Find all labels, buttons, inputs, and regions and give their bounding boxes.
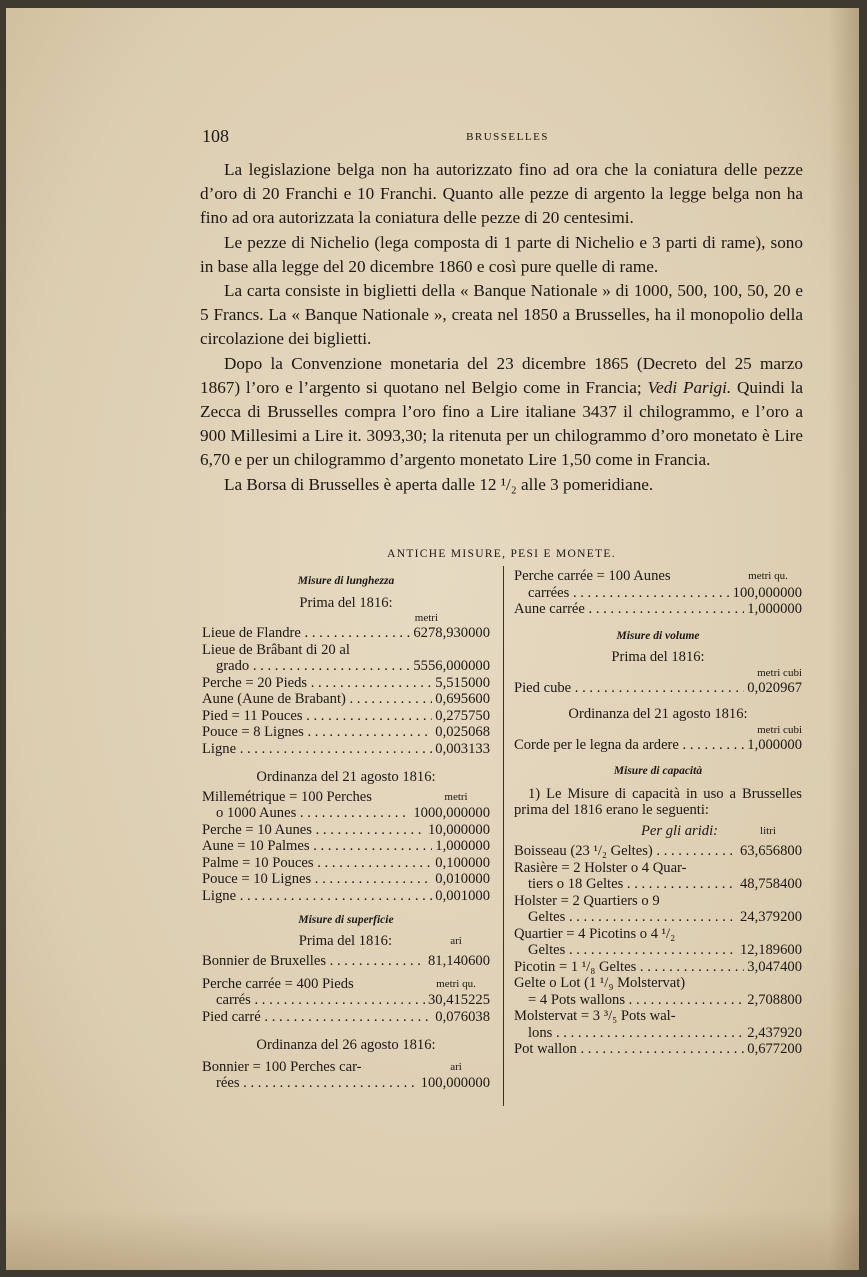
left-column [202,568,490,1092]
measure-label: Aune = 10 Palmes . . . [202,838,432,855]
measure-value: 0,100000 [435,854,490,871]
measure-label: Pied carré . . . [202,1009,432,1026]
measure-label: Perche = 20 Pieds . . . [202,675,432,692]
body-text [200,158,803,497]
unit-label-metri-qu: metri qu. [436,977,476,990]
table-row [514,942,802,959]
column-divider [503,566,504,1106]
measure-label: Aune (Aune de Brabant) . . . [202,691,432,708]
measure-value: 2,437920 [747,1024,802,1041]
measure-label: Ligne . . . [202,888,432,905]
table-row [514,1025,802,1042]
subhead-prima-1816: Prima del 1816: [299,594,393,611]
measure-value: 0,003133 [435,740,490,757]
millemetrique-head [202,789,490,806]
measure-label: o 1000 Aunes . . . [216,805,410,822]
convention-text-a: Dopo la Convenzione monetaria del 23 dicembre 1865 (Decreto del 25 marzo 1867) l’oro e l’argento si quotano nel Belgio come in Francia; [200,353,803,397]
table-row [202,1009,490,1026]
measure-label: Lieue de Flandre . . . [202,625,410,642]
paragraph-nickel-coins: Le pezze di Nichelio (lega composta di 1 parte di Nichelio e 3 parti di rame), sono in base alla legge del 20 dicembre 1860 e così pure quelle di rame. [200,232,803,276]
table-row [202,675,490,692]
perche-carree-aunes-head [514,568,802,585]
measure-value: 100,000000 [732,584,802,601]
table-row [202,992,490,1009]
capacita-note: 1) Le Misure di capacità in uso a Brusselles prima del 1816 erano le seguenti: [514,785,802,818]
table-title: ANTICHE MISURE, PESI E MONETE. [387,548,616,560]
measure-label-start: Perche carrée = 400 Pieds [202,975,354,992]
measure-label: carrés . . . [216,992,425,1009]
paragraph-gold-coinage: La legislazione belga non ha autorizzato fino ad ora che la coniatura delle pezze d’oro di 20 Franchi e 10 Franchi. Quanto alle pezze di argento la legge belga non ha fino ad ora autorizzata la coniatura delle pezze di 20 centesimi. [200,160,803,228]
paragraph-banknotes: La carta consiste in biglietti della « Banque Nationale » di 1000, 500, 100, 50, 20 e 5 Francs. La « Banque Nationale », creata nel 1850 a Brusselles, ha il monopolio della circolazione dei biglietti. [200,281,803,349]
measure-label: = 4 Pots wallons . . . [528,992,744,1009]
measure-label: lons . . . [528,1025,744,1042]
section-head-volume: Misure di volume [616,629,700,642]
unit-label-ari: ari [450,1060,462,1073]
measure-label-start: Perche carrée = 100 Aunes [514,568,671,584]
table-row [202,741,490,758]
unit-label-metri-cubi: metri cubi [757,666,802,679]
per-gli-aridi-head [514,823,802,840]
measure-label: Pouce = 10 Lignes . . . [202,871,432,888]
unit-label-metri-qu: metri qu. [748,570,788,582]
measure-label: Aune carrée . . . [514,601,744,618]
page-bottom-shadow [6,1210,859,1270]
measure-value: 0,677200 [747,1041,802,1057]
table-row [514,737,802,754]
measure-label: Geltes . . . [528,942,737,959]
convention-see-paris: Vedi Parigi. [647,377,732,397]
measure-label: Palme = 10 Pouces . . . [202,855,432,872]
measure-value: 1,000000 [747,736,802,753]
table-row [514,1041,802,1058]
measure-label-start: Millemétrique = 100 Perches [202,788,372,805]
measure-label-start: Gelte o Lot (1 ¹/₉ Molstervat) [514,975,686,991]
measure-label: grado . . . [216,658,410,675]
section-head-lunghezza: Misure di lunghezza [297,575,395,587]
measure-label: Picotin = 1 ¹/₈ Geltes . . . [514,959,744,976]
measure-label-start: Rasière = 2 Holster o 4 Quar- [514,859,687,876]
measure-value: 1,000000 [435,838,490,854]
table-row [202,805,490,822]
measure-value: 0,275750 [435,707,490,724]
measure-label: Pot wallon . . . [514,1041,744,1058]
bonnier-head [202,1059,490,1076]
table-row [514,959,802,976]
measure-value: 0,025068 [435,724,490,740]
measure-label-start: Holster = 2 Quartiers o 9 [514,892,660,909]
measure-value: 12,189600 [739,942,802,958]
measure-value: 0,020967 [747,679,802,696]
measure-label: carrées . . . [528,585,730,602]
right-column [514,568,802,1058]
measure-label: Pouce = 8 Lignes . . . [202,724,432,741]
measure-label: Geltes . . . [528,909,737,926]
unit-label-metri-cubi: metri cubi [757,723,802,736]
book-page [6,8,859,1270]
table-row [514,601,802,618]
unit-label-litri: litri [760,824,776,837]
paragraph-stock-exchange: La Borsa di Brusselles è aperta dalle 12 ¹/₂ alle 3 pomeridiane. [224,474,654,494]
measure-label: Pied = 11 Pouces . . . [202,708,432,725]
measure-label: Pied cube . . . [514,680,744,697]
measure-label: tiers o 18 Geltes . . . [528,876,737,893]
measure-value: 3,047400 [747,958,802,975]
measure-label: Perche = 10 Aunes . . . [202,822,425,839]
measure-value: 2,708800 [747,991,802,1008]
table-row [202,625,490,642]
measure-value: 5,515000 [435,674,490,691]
table-row [202,888,490,905]
subhead-per-gli-aridi: Per gli aridi: [640,822,718,839]
unit-label-metri: metri [444,790,468,803]
table-row [202,871,490,888]
table-row [202,822,490,839]
subhead-prima-1816: Prima del 1816: [298,932,392,949]
measure-value: 30,415225 [427,992,490,1008]
table-row [202,1075,490,1092]
measure-value: 24,379200 [739,909,802,925]
subhead-prima-1816: Prima del 1816: [611,649,705,665]
measure-value: 48,758400 [739,876,802,892]
running-head: BRUSSELLES [466,131,549,143]
subhead-ordinanza-21: Ordinanza del 21 agosto 1816: [568,706,748,722]
table-row [202,691,490,708]
unit-label-ari: ari [450,934,462,947]
subhead-ordinanza-26: Ordinanza del 26 agosto 1816: [256,1037,436,1053]
measure-label: Bonnier de Bruxelles . . . [202,953,425,970]
measure-label-start: Quartier = 4 Picotins o 4 ¹/₂ [514,925,676,942]
measure-value: 1,000000 [747,601,802,617]
table-row [514,585,802,602]
convention-text-b: Quindi la Zecca di Brusselles compra l’oro fino a Lire italiane 3437 il chilogrammo, e l’oro a 900 Millesimi a Lire it. 3093,30; la ritenuta per un chilogrammo d’oro monetato è Lire 6,70 e per un chilogrammo d’argento monetato Lire 1,50 come in Francia. [200,377,803,470]
table-row [514,876,802,893]
measure-label-start: Bonnier = 100 Perches car- [202,1058,362,1075]
measure-label: rées . . . [216,1075,418,1092]
prima-1816-superficie-head [202,933,490,950]
measure-value: 10,000000 [427,821,490,838]
measure-value: 0,001000 [435,887,490,904]
table-row [514,680,802,697]
perche-carree-head [202,976,490,993]
measure-label-start: Lieue de Brâbant di 20 al [202,641,350,658]
paragraph-monetary-convention [200,352,803,473]
measure-value: 63,656800 [739,843,802,859]
measure-label: Boisseau (23 ¹/₂ Geltes) . . . [514,843,737,860]
table-row [514,909,802,926]
measure-value: 6278,930000 [413,625,490,641]
table-row [514,843,802,860]
page-edge-shadow [829,8,859,1270]
table-row [202,855,490,872]
measure-label: Ligne . . . [202,741,432,758]
table-row [202,658,490,675]
measure-value: 100,000000 [420,1075,490,1091]
subhead-ordinanza-21: Ordinanza del 21 agosto 1816: [256,769,436,785]
unit-label-metri: metri [414,612,438,624]
table-row [514,992,802,1009]
measure-value: 0,695600 [435,691,490,707]
measure-value: 81,140600 [427,953,490,969]
table-row [202,838,490,855]
measure-value: 1000,000000 [413,805,490,821]
page-number: 108 [202,126,229,146]
table-row [202,708,490,725]
table-row [202,724,490,741]
measure-label-start: Molstervat = 3 ³/₅ Pots wal- [514,1008,676,1024]
measure-value: 5556,000000 [413,658,490,674]
section-head-capacita: Misure di capacità [613,765,703,777]
measure-value: 0,010000 [435,871,490,887]
measure-value: 0,076038 [435,1008,490,1025]
section-head-superficie: Misure di superficie [298,914,394,926]
table-row [202,953,490,970]
measure-label: Corde per le legna da ardere . . . [514,737,744,754]
